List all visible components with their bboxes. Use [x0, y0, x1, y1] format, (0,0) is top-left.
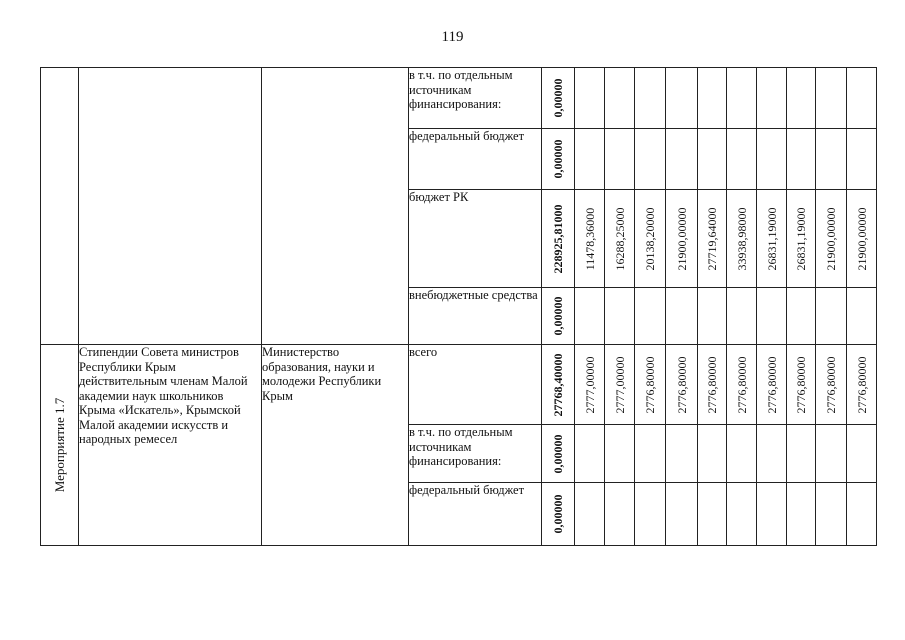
year-amount-cell: [787, 68, 816, 129]
total-amount-value: 0,00000: [551, 296, 565, 336]
measure-name-cell: [79, 68, 262, 345]
funding-source-cell: федеральный бюджет: [409, 483, 542, 546]
year-amount-value: 2776,80000: [794, 356, 808, 413]
funding-source-cell: федеральный бюджет: [409, 129, 542, 190]
year-amount-cell: [757, 345, 787, 425]
year-amount-cell: [757, 288, 787, 345]
year-amount-cell: [605, 68, 635, 129]
total-amount-value: 0,00000: [551, 139, 565, 179]
total-amount-cell: [542, 190, 575, 288]
table-row: [41, 345, 877, 425]
year-amount-cell: [666, 345, 698, 425]
year-amount-value: 21900,00000: [674, 207, 689, 270]
total-amount-cell: [542, 129, 575, 190]
total-amount-value: 0,00000: [551, 494, 565, 534]
year-amount-cell: [635, 483, 666, 546]
year-amount-cell: [666, 288, 698, 345]
year-amount-value: 26831,19000: [794, 207, 808, 270]
year-amount-cell: [575, 483, 605, 546]
year-amount-cell: [816, 190, 847, 288]
measure-name: Стипендии Совета министров Республики Крым действительным членам Малой академии наук школьников Крыма «Искатель», Крымской Малой академии искусств и народных ремесел: [79, 345, 262, 546]
year-amount-cell: [575, 288, 605, 345]
year-amount-cell: [757, 190, 787, 288]
year-amount-cell: [698, 68, 727, 129]
measure-label-cell: [41, 68, 79, 345]
year-amount-value: 2776,80000: [854, 356, 869, 413]
year-amount-cell: [847, 68, 877, 129]
total-amount-cell: [542, 483, 575, 546]
year-amount-cell: [787, 425, 816, 483]
funding-source-cell: всего: [409, 345, 542, 425]
year-amount-cell: [787, 483, 816, 546]
year-amount-value: 2776,80000: [824, 356, 838, 413]
page-number: 119: [441, 29, 464, 45]
year-amount-cell: [816, 129, 847, 190]
year-amount-cell: [666, 190, 698, 288]
year-amount-cell: [698, 129, 727, 190]
year-amount-cell: [787, 345, 816, 425]
year-amount-value: 2776,80000: [764, 356, 779, 413]
measure-label: Мероприятие 1.7: [51, 397, 67, 493]
executor-cell: [262, 68, 409, 345]
year-amount-cell: [575, 68, 605, 129]
year-amount-cell: [605, 483, 635, 546]
year-amount-cell: [635, 190, 666, 288]
executor-name: Министерство образования, науки и молодежи Республики Крым: [262, 345, 409, 546]
year-amount-value: 2776,80000: [734, 356, 749, 413]
funding-source-cell: в т.ч. по отдельным источникам финансирования:: [409, 68, 542, 129]
year-amount-cell: [605, 190, 635, 288]
year-amount-cell: [816, 483, 847, 546]
year-amount-cell: [635, 345, 666, 425]
year-amount-cell: [787, 288, 816, 345]
year-amount-cell: [727, 483, 757, 546]
total-amount-cell: [542, 345, 575, 425]
table-row: [41, 68, 877, 129]
year-amount-cell: [727, 129, 757, 190]
year-amount-cell: [816, 288, 847, 345]
year-amount-cell: [787, 129, 816, 190]
year-amount-cell: [575, 345, 605, 425]
year-amount-value: 2776,80000: [643, 356, 657, 413]
year-amount-cell: [635, 129, 666, 190]
total-amount-cell: [542, 288, 575, 345]
year-amount-cell: [635, 288, 666, 345]
year-amount-cell: [757, 68, 787, 129]
year-amount-cell: [727, 68, 757, 129]
year-amount-cell: [575, 129, 605, 190]
measure-label-cell: [41, 345, 79, 546]
year-amount-cell: [847, 190, 877, 288]
year-amount-value: 2776,80000: [705, 356, 719, 413]
year-amount-cell: [847, 425, 877, 483]
funding-source-cell: внебюджетные средства: [409, 288, 542, 345]
year-amount-cell: [698, 345, 727, 425]
year-amount-cell: [605, 345, 635, 425]
year-amount-cell: [605, 425, 635, 483]
year-amount-value: 11478,36000: [582, 207, 597, 270]
year-amount-value: 27719,64000: [705, 207, 719, 270]
year-amount-value: 2777,00000: [582, 356, 597, 413]
year-amount-cell: [635, 425, 666, 483]
year-amount-cell: [666, 68, 698, 129]
total-amount-value: 0,00000: [551, 78, 565, 118]
funding-source-cell: бюджет РК: [409, 190, 542, 288]
year-amount-cell: [605, 288, 635, 345]
year-amount-cell: [666, 425, 698, 483]
year-amount-cell: [727, 190, 757, 288]
year-amount-cell: [847, 288, 877, 345]
year-amount-value: 2776,80000: [674, 356, 689, 413]
year-amount-cell: [698, 190, 727, 288]
year-amount-value: 33938,98000: [734, 207, 749, 270]
year-amount-value: 2777,00000: [612, 356, 627, 413]
year-amount-cell: [635, 68, 666, 129]
year-amount-cell: [816, 345, 847, 425]
year-amount-value: 20138,20000: [643, 207, 657, 270]
year-amount-cell: [698, 483, 727, 546]
funding-source-cell: в т.ч. по отдельным источникам финансирования:: [409, 425, 542, 483]
year-amount-cell: [847, 129, 877, 190]
year-amount-cell: [757, 425, 787, 483]
year-amount-cell: [727, 345, 757, 425]
year-amount-cell: [757, 483, 787, 546]
year-amount-cell: [757, 129, 787, 190]
budget-table: [40, 67, 877, 546]
total-amount-value: 27768,40000: [551, 353, 565, 416]
total-amount-value: 0,00000: [551, 434, 565, 473]
year-amount-cell: [575, 425, 605, 483]
year-amount-cell: [666, 483, 698, 546]
year-amount-value: 21900,00000: [824, 207, 838, 270]
year-amount-cell: [787, 190, 816, 288]
year-amount-value: 16288,25000: [612, 207, 627, 270]
year-amount-cell: [847, 483, 877, 546]
year-amount-cell: [816, 68, 847, 129]
year-amount-cell: [847, 345, 877, 425]
year-amount-cell: [698, 288, 727, 345]
total-amount-value: 228925,81000: [551, 204, 565, 273]
year-amount-cell: [605, 129, 635, 190]
year-amount-cell: [575, 190, 605, 288]
year-amount-value: 21900,00000: [854, 207, 869, 270]
year-amount-cell: [698, 425, 727, 483]
year-amount-cell: [727, 425, 757, 483]
year-amount-cell: [666, 129, 698, 190]
year-amount-cell: [727, 288, 757, 345]
year-amount-value: 26831,19000: [764, 207, 779, 270]
total-amount-cell: [542, 425, 575, 483]
year-amount-cell: [816, 425, 847, 483]
total-amount-cell: [542, 68, 575, 129]
